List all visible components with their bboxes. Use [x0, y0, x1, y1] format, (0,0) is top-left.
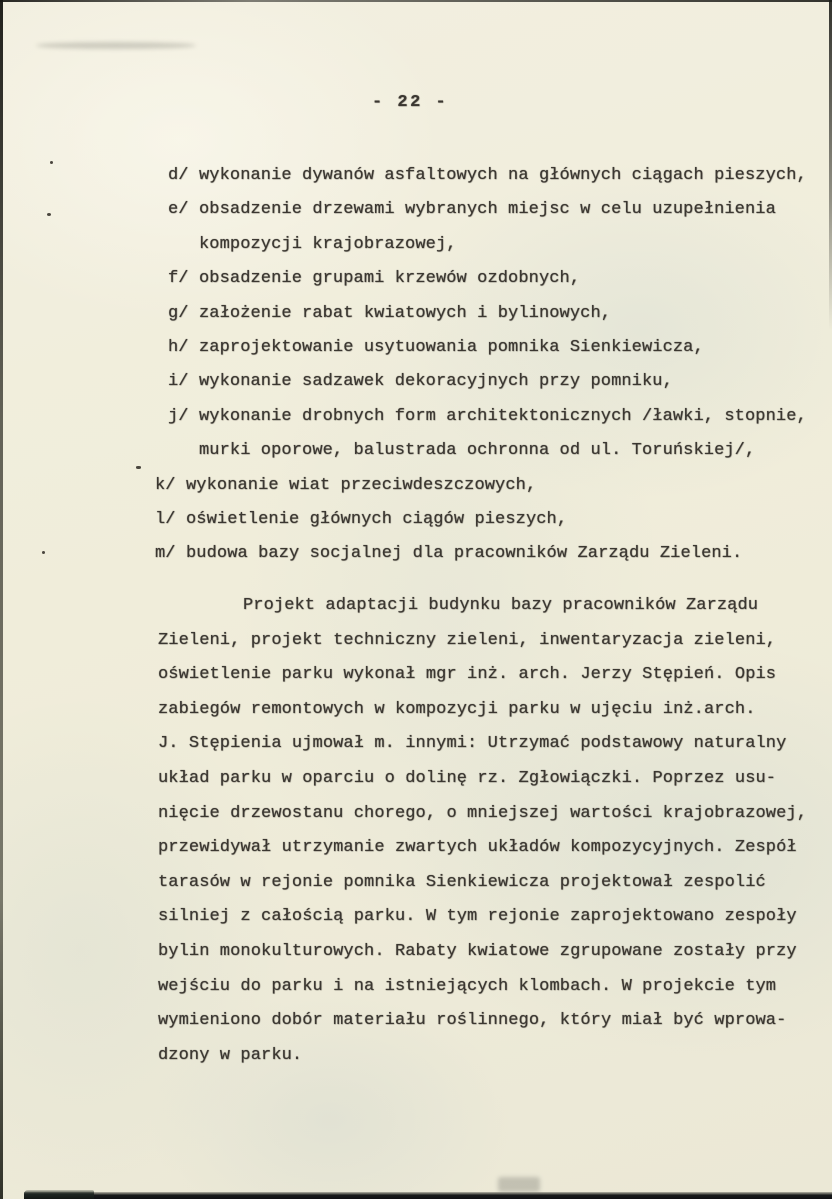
list-marker: d/ — [168, 166, 189, 185]
list-line-text: budowa bazy socjalnej dla pracowników Zarządu Zieleni. — [186, 544, 743, 564]
list-line — [168, 297, 807, 331]
paragraph-line: przewidywał utrzymanie zwartych układów kompozycyjnych. Zespół — [158, 838, 797, 858]
list-marker: i/ — [168, 372, 189, 392]
list-line-text: obsadzenie grupami krzewów ozdobnych, — [199, 269, 581, 289]
list-line — [155, 503, 807, 537]
paragraph-line: układ parku w oparciu o dolinę rz. Zgłowiączki. Poprzez usu- — [158, 768, 777, 788]
paragraph-line: Projekt adaptacji budynku bazy pracowników Zarządu — [243, 596, 759, 615]
list-line-continuation — [168, 434, 807, 468]
list-line — [168, 262, 807, 296]
list-line-text: oświetlenie głównych ciągów pieszych, — [186, 510, 568, 530]
scan-edge-bottom — [24, 1192, 832, 1199]
paragraph-line: nięcie drzewostanu chorego, o mniejszej wartości krajobrazowej, — [158, 803, 808, 823]
paragraph-line: J. Stępienia ujmował m. innymi: Utrzymać podstawowy naturalny — [158, 734, 787, 754]
list-line-text: zaprojektowanie usytuowania pomnika Sienkiewicza, — [199, 338, 704, 358]
list-marker: m/ — [155, 544, 176, 564]
list-line-text: wykonanie wiat przeciwdeszczowych, — [186, 475, 537, 495]
paragraph-line: wejściu do parku i na istniejących klombach. W projekcie tym — [158, 976, 777, 996]
scan-edge-top — [0, 0, 832, 2]
ink-speck — [136, 466, 141, 469]
list-line — [168, 331, 807, 365]
bottom-stamp-smudge — [498, 1177, 540, 1192]
action-items-list — [155, 159, 807, 572]
list-marker: l/ — [155, 510, 176, 530]
ink-speck — [47, 213, 51, 216]
paragraph-line: Zieleni, projekt techniczny zieleni, inwentaryzacja zieleni, — [158, 630, 777, 650]
list-line-text: wykonanie sadzawek dekoracyjnych przy pomniku, — [199, 372, 673, 392]
scan-edge-left — [0, 0, 3, 1199]
list-marker: e/ — [168, 200, 189, 220]
list-line-text: wykonanie drobnych form architektonicznych /ławki, stopnie, — [199, 406, 807, 426]
paragraph-line: zabiegów remontowych w kompozycji parku w ujęciu inż.arch. — [158, 699, 756, 719]
list-line-text: obsadzenie drzewami wybranych miejsc w celu uzupełnienia — [199, 200, 776, 220]
paragraph-line: silniej z całością parku. W tym rejonie zaprojektowano zespoły — [158, 907, 797, 927]
paragraph-line: oświetlenie parku wykonał mgr inż. arch. Jerzy Stępień. Opis — [158, 665, 777, 685]
ink-speck — [42, 551, 45, 554]
list-marker: h/ — [168, 338, 189, 358]
list-line — [155, 537, 807, 571]
paragraph-line: tarasów w rejonie pomnika Sienkiewicza projektował zespolić — [158, 872, 766, 892]
paragraph-line: bylin monokulturowych. Rabaty kwiatowe zgrupowane zostały przy — [158, 941, 797, 961]
list-line — [168, 193, 807, 227]
scan-edge-bottom-blob — [24, 1190, 94, 1199]
ink-speck — [50, 161, 53, 164]
paragraph-line: wymieniono dobór materiału roślinnego, który miał być wprowa- — [158, 1011, 787, 1031]
list-marker: j/ — [168, 406, 189, 426]
paragraph-line: dzony w parku. — [158, 1045, 303, 1065]
list-line — [168, 365, 807, 399]
body-paragraph — [158, 589, 807, 1073]
list-line — [168, 400, 807, 434]
list-line-text: założenie rabat kwiatowych i bylinowych, — [199, 303, 612, 323]
page-number: - 22 - — [372, 93, 449, 112]
list-line-text: wykonanie dywanów asfaltowych na głównych ciągach pieszych, — [199, 166, 807, 185]
list-marker: g/ — [168, 303, 189, 323]
list-line-text: kompozycji krajobrazowej, — [199, 234, 457, 254]
list-line-continuation — [168, 228, 807, 262]
list-marker: f/ — [168, 269, 189, 289]
list-marker: k/ — [155, 475, 176, 495]
list-line — [155, 469, 807, 503]
list-line-text: murki oporowe, balustrada ochronna od ul. Toruńskiej/, — [199, 441, 756, 461]
list-line — [168, 159, 807, 193]
pencil-smudge — [36, 42, 196, 49]
